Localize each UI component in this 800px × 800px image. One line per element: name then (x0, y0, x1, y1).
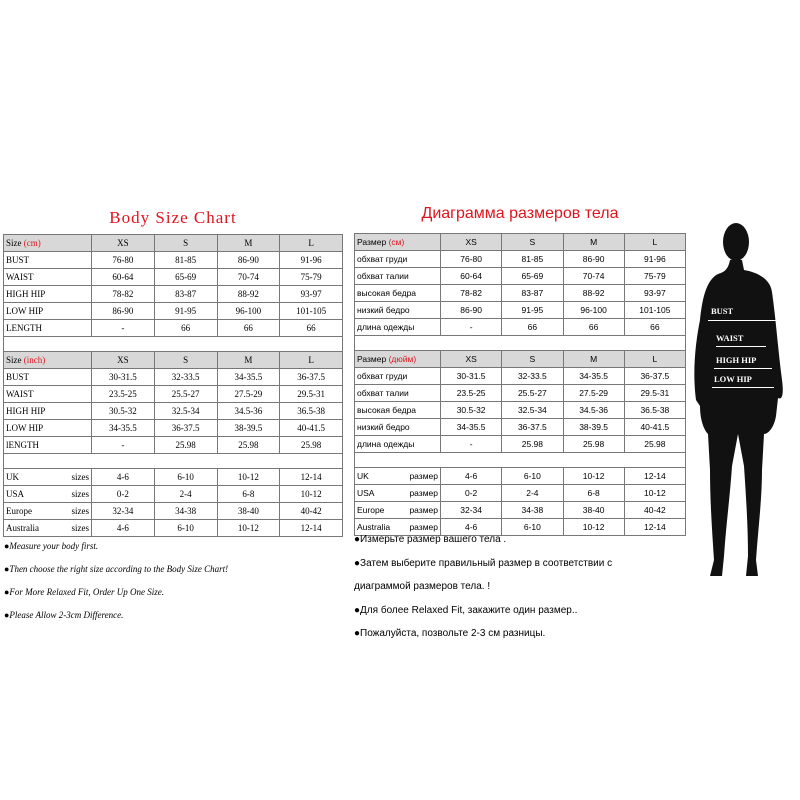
conversion-value: 10-12 (217, 520, 280, 537)
cm-row (355, 319, 686, 336)
inch-row (355, 368, 686, 385)
measure-label: HIGH HIP (4, 286, 92, 303)
measure-value: 32.5-34 (154, 403, 217, 420)
sizes-suffix: размер (409, 521, 438, 532)
conversion-value: 34-38 (154, 503, 217, 520)
measure-value: 34-35.5 (563, 368, 624, 385)
conversion-value: 38-40 (217, 503, 280, 520)
conversion-value: 6-10 (502, 468, 563, 485)
size-header-l: L (280, 352, 343, 369)
measure-value: 76-80 (441, 251, 502, 268)
size-header-l: L (280, 235, 343, 252)
conversion-label (4, 520, 92, 537)
measure-label: обхват груди (355, 251, 441, 268)
conversion-value: 4-6 (92, 520, 155, 537)
english-size-table (3, 234, 343, 537)
conversion-row (355, 502, 686, 519)
measure-value: 36-37.5 (502, 419, 563, 436)
measure-value: 91-96 (280, 252, 343, 269)
measure-label: низкий бедро (355, 302, 441, 319)
inch-row (4, 386, 343, 403)
conversion-label (4, 469, 92, 486)
measure-label: BUST (4, 369, 92, 386)
measure-value: 81-85 (154, 252, 217, 269)
conversion-value: 10-12 (624, 485, 685, 502)
measure-label: длина одежды (355, 319, 441, 336)
measure-value: 78-82 (441, 285, 502, 302)
conversion-label-wrap (6, 521, 89, 536)
measure-value: 93-97 (624, 285, 685, 302)
silhouette-label-high-hip: HIGH HIP (716, 355, 757, 365)
country-label: Australia (357, 521, 391, 532)
separator-cell (355, 336, 686, 351)
inch-row (355, 402, 686, 419)
measure-value: 86-90 (92, 303, 155, 320)
table-separator (4, 337, 343, 352)
measure-value: 66 (217, 320, 280, 337)
measure-label: WAIST (4, 386, 92, 403)
measure-value: 81-85 (502, 251, 563, 268)
measure-value: 96-100 (217, 303, 280, 320)
conversion-value: 12-14 (280, 520, 343, 537)
measure-value: 25.5-27 (154, 386, 217, 403)
measure-value: 70-74 (563, 268, 624, 285)
measure-value: 27.5-29 (563, 385, 624, 402)
inch-row (4, 420, 343, 437)
conversion-value: 4-6 (441, 468, 502, 485)
measure-value: 36-37.5 (624, 368, 685, 385)
measure-value: 25.98 (154, 437, 217, 454)
sizes-suffix: sizes (71, 505, 89, 516)
measure-value: 36.5-38 (280, 403, 343, 420)
unit-label: (cm) (23, 237, 41, 248)
conversion-value: 38-40 (563, 502, 624, 519)
measure-value: 66 (624, 319, 685, 336)
russian-size-table (354, 233, 686, 536)
conversion-value: 10-12 (563, 468, 624, 485)
inch-row (4, 403, 343, 420)
measure-value: 23.5-25 (441, 385, 502, 402)
measure-value: 66 (502, 319, 563, 336)
sizes-suffix: sizes (71, 522, 89, 533)
measure-label: высокая бедра (355, 402, 441, 419)
measure-value: 78-82 (92, 286, 155, 303)
size-header-xs: XS (92, 235, 155, 252)
measure-value: 25.98 (624, 436, 685, 453)
cm-header-row (355, 234, 686, 251)
measure-value: 86-90 (441, 302, 502, 319)
conversion-label-wrap (357, 503, 438, 518)
measure-value: 30-31.5 (441, 368, 502, 385)
cm-row (355, 302, 686, 319)
measure-value: 34-35.5 (217, 369, 280, 386)
inch-row (4, 437, 343, 454)
conversion-label-wrap (357, 469, 438, 484)
size-header-s: S (154, 352, 217, 369)
measure-value: 29.5-31 (624, 385, 685, 402)
size-header-m: M (217, 352, 280, 369)
measure-value: 60-64 (92, 269, 155, 286)
measure-value: 88-92 (563, 285, 624, 302)
measure-value: 25.5-27 (502, 385, 563, 402)
conversion-label (4, 486, 92, 503)
conversion-label (355, 468, 441, 485)
table-separator (355, 336, 686, 351)
measure-value: - (92, 437, 155, 454)
cm-row (4, 320, 343, 337)
measure-value: 25.98 (563, 436, 624, 453)
conversion-value: 4-6 (92, 469, 155, 486)
measure-value: 88-92 (217, 286, 280, 303)
measure-label: HIGH HIP (4, 403, 92, 420)
conversion-value: 10-12 (217, 469, 280, 486)
conversion-value: 12-14 (624, 468, 685, 485)
size-header-l: L (624, 351, 685, 368)
note-line: ●Пожалуйста, позвольте 2-3 см разницы. (354, 628, 546, 639)
measure-value: 86-90 (563, 251, 624, 268)
cm-row (355, 251, 686, 268)
measure-label: BUST (4, 252, 92, 269)
silhouette-label-bust: BUST (711, 306, 734, 316)
russian-notes (354, 534, 694, 652)
measure-value: 60-64 (441, 268, 502, 285)
measure-value: 36.5-38 (624, 402, 685, 419)
conversion-value: 0-2 (92, 486, 155, 503)
cm-header-label (4, 235, 92, 252)
measure-value: 91-96 (624, 251, 685, 268)
measure-value: 36-37.5 (154, 420, 217, 437)
measure-value: 25.98 (217, 437, 280, 454)
note-line: ●For More Relaxed Fit, Order Up One Size. (4, 587, 164, 597)
size-header-s: S (502, 234, 563, 251)
conversion-row (4, 486, 343, 503)
measure-value: 76-80 (92, 252, 155, 269)
conversion-value: 6-8 (563, 485, 624, 502)
measure-value: 23.5-25 (92, 386, 155, 403)
body-silhouette-figure (686, 220, 798, 582)
measure-value: 25.98 (280, 437, 343, 454)
measure-value: 66 (154, 320, 217, 337)
conversion-label-wrap (6, 487, 89, 502)
measure-label: LENGTH (4, 320, 92, 337)
measure-value: 34-35.5 (92, 420, 155, 437)
conversion-row (355, 468, 686, 485)
measure-value: 32-33.5 (154, 369, 217, 386)
body-shape (694, 260, 782, 576)
sizes-suffix: размер (409, 487, 438, 498)
measure-label: LOW HIP (4, 420, 92, 437)
measure-value: 25.98 (502, 436, 563, 453)
bust-line (708, 320, 776, 321)
size-header-xs: XS (441, 234, 502, 251)
unit-label: (inch) (23, 354, 46, 365)
cm-row (4, 286, 343, 303)
cm-row (4, 303, 343, 320)
size-label: Size (6, 354, 22, 365)
measure-label: низкий бедро (355, 419, 441, 436)
conversion-value: 34-38 (502, 502, 563, 519)
size-header-s: S (154, 235, 217, 252)
measure-value: 38-39.5 (563, 419, 624, 436)
measure-value: - (92, 320, 155, 337)
measure-label: обхват талии (355, 385, 441, 402)
conversion-value: 10-12 (563, 519, 624, 536)
measure-value: 34-35.5 (441, 419, 502, 436)
table-separator (355, 453, 686, 468)
conversion-value: 4-6 (441, 519, 502, 536)
cm-row (355, 268, 686, 285)
conversion-value: 12-14 (280, 469, 343, 486)
measure-value: 66 (280, 320, 343, 337)
separator-cell (4, 454, 343, 469)
conversion-label (355, 519, 441, 536)
silhouette-label-waist: WAIST (716, 333, 744, 343)
conversion-value: 12-14 (624, 519, 685, 536)
sizes-suffix: размер (409, 504, 438, 515)
size-header-xs: XS (92, 352, 155, 369)
note-line: ●Please Allow 2-3cm Difference. (4, 610, 124, 620)
inch-row (355, 385, 686, 402)
note-line: диаграммой размеров тела. ! (354, 581, 491, 592)
measure-value: 93-97 (280, 286, 343, 303)
conversion-row (355, 519, 686, 536)
conversion-label (4, 503, 92, 520)
sizes-suffix: sizes (71, 488, 89, 499)
conversion-label-wrap (357, 486, 438, 501)
conversion-value: 40-42 (624, 502, 685, 519)
note-line: ●Then choose the right size according to the Body Size Chart! (4, 564, 229, 574)
measure-value: 66 (563, 319, 624, 336)
note-line: ●Затем выберите правильный размер в соответствии с (354, 557, 613, 569)
country-label: Australia (6, 522, 39, 533)
high-hip-line (714, 368, 772, 369)
conversion-label-wrap (357, 520, 438, 535)
conversion-row (4, 503, 343, 520)
low-hip-line (712, 387, 774, 388)
size-header-m: M (217, 235, 280, 252)
measure-value: 83-87 (502, 285, 563, 302)
conversion-value: 6-10 (154, 469, 217, 486)
measure-value: 70-74 (217, 269, 280, 286)
conversion-value: 6-8 (217, 486, 280, 503)
conversion-row (4, 469, 343, 486)
measure-label: длина одежды (355, 436, 441, 453)
conversion-value: 10-12 (280, 486, 343, 503)
note-line: ●Measure your body first. (4, 541, 99, 551)
measure-value: 30.5-32 (92, 403, 155, 420)
measure-value: 36-37.5 (280, 369, 343, 386)
measure-value: 29.5-31 (280, 386, 343, 403)
measure-value: 96-100 (563, 302, 624, 319)
russian-chart-title: Диаграмма размеров тела (421, 205, 619, 222)
note-line: ●Для более Relaxed Fit, закажите один размер.. (354, 604, 578, 616)
measure-value: 83-87 (154, 286, 217, 303)
conversion-value: 2-4 (502, 485, 563, 502)
measure-value: 91-95 (154, 303, 217, 320)
measure-value: 38-39.5 (217, 420, 280, 437)
measure-value: 40-41.5 (280, 420, 343, 437)
measure-label: WAIST (4, 269, 92, 286)
conversion-value: 6-10 (154, 520, 217, 537)
inch-header-label (4, 352, 92, 369)
size-header-s: S (502, 351, 563, 368)
table-separator (4, 454, 343, 469)
conversion-label (355, 485, 441, 502)
measure-value: 32.5-34 (502, 402, 563, 419)
measure-value: 101-105 (624, 302, 685, 319)
separator-cell (4, 337, 343, 352)
conversion-value: 32-34 (92, 503, 155, 520)
measure-value: - (441, 319, 502, 336)
conversion-label (355, 502, 441, 519)
measure-value: 86-90 (217, 252, 280, 269)
size-header-m: M (563, 351, 624, 368)
english-chart-title: Body Size Chart (109, 208, 237, 227)
inch-header-label (355, 351, 441, 368)
waist-line (716, 346, 766, 347)
measure-value: 34.5-36 (217, 403, 280, 420)
measure-label: высокая бедра (355, 285, 441, 302)
inch-row (355, 436, 686, 453)
cm-header-row (4, 235, 343, 252)
country-label: Europe (357, 504, 385, 515)
silhouette-label-low-hip: LOW HIP (714, 374, 752, 384)
conversion-value: 2-4 (154, 486, 217, 503)
inch-header-row (355, 351, 686, 368)
cm-row (4, 269, 343, 286)
unit-label: (см) (388, 236, 405, 247)
size-header-xs: XS (441, 351, 502, 368)
measure-value: 75-79 (280, 269, 343, 286)
sizes-suffix: sizes (71, 471, 89, 482)
country-label: UK (357, 470, 369, 481)
measure-value: 101-105 (280, 303, 343, 320)
unit-label: (дюйм) (388, 353, 417, 364)
country-label: Europe (6, 505, 32, 516)
conversion-label-wrap (6, 470, 89, 485)
measure-value: 34.5-36 (563, 402, 624, 419)
conversion-value: 6-10 (502, 519, 563, 536)
conversion-value: 32-34 (441, 502, 502, 519)
measure-value: 27.5-29 (217, 386, 280, 403)
head-shape (723, 223, 749, 261)
size-label: Размер (357, 353, 387, 364)
cm-row (4, 252, 343, 269)
inch-row (355, 419, 686, 436)
conversion-row (4, 520, 343, 537)
conversion-label-wrap (6, 504, 89, 519)
size-header-l: L (624, 234, 685, 251)
size-header-m: M (563, 234, 624, 251)
measure-value: 32-33.5 (502, 368, 563, 385)
cm-header-label (355, 234, 441, 251)
country-label: USA (357, 487, 375, 498)
sizes-suffix: размер (409, 470, 438, 481)
measure-label: LOW HIP (4, 303, 92, 320)
country-label: UK (6, 471, 19, 482)
inch-row (4, 369, 343, 386)
conversion-value: 0-2 (441, 485, 502, 502)
measure-label: обхват талии (355, 268, 441, 285)
english-notes (4, 541, 344, 633)
measure-value: 30.5-32 (441, 402, 502, 419)
country-label: USA (6, 488, 25, 499)
conversion-value: 40-42 (280, 503, 343, 520)
measure-label: обхват груди (355, 368, 441, 385)
conversion-row (355, 485, 686, 502)
size-label: Размер (357, 236, 387, 247)
measure-value: 75-79 (624, 268, 685, 285)
size-label: Size (6, 237, 22, 248)
silhouette-icon (686, 220, 798, 582)
inch-header-row (4, 352, 343, 369)
measure-value: - (441, 436, 502, 453)
measure-value: 40-41.5 (624, 419, 685, 436)
measure-label: lENGTH (4, 437, 92, 454)
note-line: ●Измерьте размер вашего тела . (354, 534, 507, 545)
measure-value: 91-95 (502, 302, 563, 319)
cm-row (355, 285, 686, 302)
measure-value: 30-31.5 (92, 369, 155, 386)
separator-cell (355, 453, 686, 468)
measure-value: 65-69 (502, 268, 563, 285)
measure-value: 65-69 (154, 269, 217, 286)
